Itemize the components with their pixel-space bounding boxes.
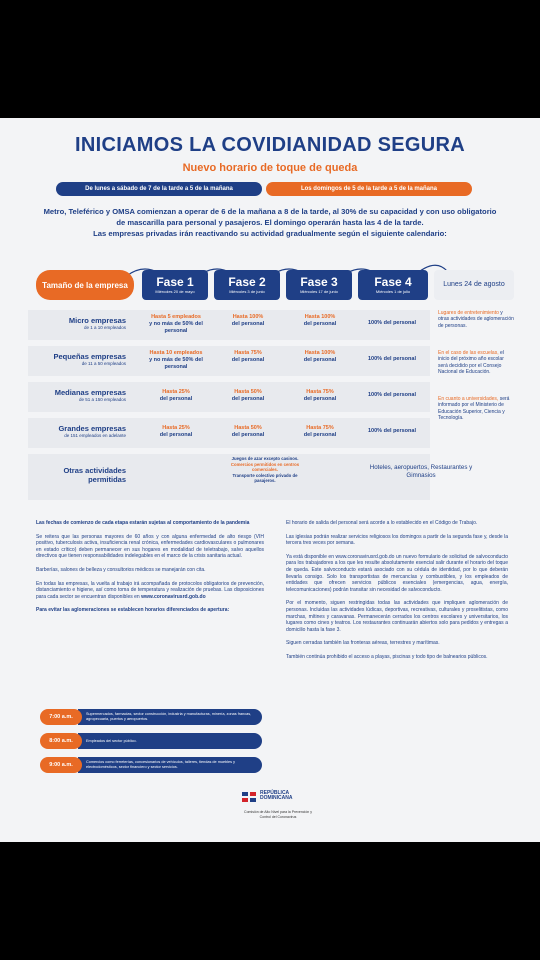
cell-text: del personal bbox=[303, 321, 337, 327]
paragraph bbox=[36, 581, 264, 601]
cell-phase-2 bbox=[210, 389, 286, 403]
row-label bbox=[34, 352, 126, 367]
side-note-highlight: En cuanto a universidades, bbox=[438, 396, 499, 402]
paragraph: Las fechas de comienzo de cada etapa estarán sujetas al comportamiento de la pandemia bbox=[36, 520, 250, 526]
row-name: Micro empresas bbox=[68, 316, 126, 325]
cell-phase-2 bbox=[210, 314, 286, 328]
row-name: Medianas empresas bbox=[54, 388, 126, 397]
schedule-desc: Empleados del sector público. bbox=[78, 733, 262, 749]
side-note-universities bbox=[438, 396, 514, 422]
row-sub: de 151 empleados en adelante bbox=[64, 433, 126, 438]
header-final-date bbox=[434, 270, 514, 300]
cell-highlight: Hasta 100% bbox=[304, 314, 336, 320]
row-sub: de 11 a 50 empleados bbox=[81, 361, 126, 366]
schedule-desc: Supermercados, farmacias, sector construcción, industria y manufacturas, minería, zonas francas, agropecuaria, puertos y aeropuertos. bbox=[78, 709, 262, 725]
row-sub: de 1 a 10 empleados bbox=[83, 325, 126, 330]
cell-phase-3 bbox=[282, 389, 358, 403]
page-subtitle: Nuevo horario de toque de queda bbox=[182, 162, 358, 174]
table-row bbox=[28, 418, 430, 448]
table-row bbox=[28, 310, 430, 340]
cell-text: 100% del personal bbox=[368, 392, 416, 398]
header-company-size bbox=[36, 270, 134, 300]
cell-text: y no más de 50% del personal bbox=[149, 321, 203, 334]
side-note-highlight: En el caso de las escuelas, bbox=[438, 350, 499, 356]
intro-text bbox=[40, 206, 500, 239]
cell-phase-2 bbox=[210, 350, 286, 364]
phase-1-name: Fase 1 bbox=[156, 274, 194, 289]
cell-highlight: Hasta 5 empleados bbox=[151, 314, 201, 320]
right-column bbox=[286, 520, 508, 668]
cell-highlight: Hasta 25% bbox=[162, 389, 190, 395]
table-row bbox=[28, 382, 430, 412]
row-label bbox=[34, 316, 126, 331]
poster bbox=[0, 118, 540, 842]
phase-2-name: Fase 2 bbox=[228, 274, 266, 289]
page-title: INICIAMOS LA COVIDIANIDAD SEGURA bbox=[75, 134, 465, 156]
intro-line-1: Metro, Teleférico y OMSA comienzan a operar de 6 de la mañana a 8 de la tarde, al 30% de su capacidad y con uso obligatorio de mascarilla para personal y pasajeros. El domingo operarán hasta las 4 de la tarde. bbox=[43, 207, 497, 227]
sunday-curfew-pill: Los domingos de 5 de la tarde a 5 de la mañana bbox=[266, 182, 472, 196]
cell-phase-1 bbox=[138, 389, 214, 403]
paragraph: Siguen cerradas también las fronteras aéreas, terrestres y marítimas. bbox=[286, 640, 440, 647]
paragraph: Ya está disponible en www.coronavirusrd.gob.do un nuevo formulario de solicitud de salvoconducto para los trabajadores a los que les resulte absolutamente esencial salir durante el horario del toque de queda. Este salvoconducto estará asociado con su cédula de identidad, por lo que deberán llevarla consigo. Solo los transportistas de mercancías y combustibles, y los empleados de entidades que ofrecen servicios públicos esenciales (emergencias, agua, energía, telecomunicaciones) podrán transitar sin necesidad de salvoconducto. bbox=[286, 553, 508, 593]
cell-highlight: Hasta 100% bbox=[232, 314, 264, 320]
paragraph: El horario de salida del personal será acorde a lo establecido en el Código de Trabajo. bbox=[286, 520, 478, 526]
logo-name: REPÚBLICA DOMINICANA bbox=[260, 790, 293, 802]
cell-phase-2 bbox=[210, 425, 286, 439]
phase-4-date: Miércoles 1 de julio bbox=[375, 288, 411, 294]
other-activities-phase-2 bbox=[224, 456, 306, 484]
cell-text: del personal bbox=[159, 396, 193, 402]
phase-3-name: Fase 3 bbox=[300, 274, 338, 289]
cell-highlight: Hasta 50% bbox=[234, 389, 262, 395]
paragraph-text: En todas las empresas, la vuelta al trabajo irá acompañada de protocolos obligatorios de prevención, distanciamiento e higiene, así como toma de temperatura y realización de pruebas. Las disposiciones para cada sector se encuentran disponibles en bbox=[36, 580, 264, 600]
paragraph: Por el momento, siguen restringidas todas las actividades que impliquen aglomeración de personas. Incluidas las actividades lúdicas, deportivas, recreativas, culturales y proselitistas, como marchas, mítines y caravanas. Permanecerán cerrados los centros escolares y universitarios, los lugares como cines y teatros. Los restaurantes continuarán abiertos solo para pedidos y entregas a domicilio hasta la fase 3. bbox=[286, 600, 508, 633]
header-phase-4 bbox=[358, 270, 428, 300]
schedule-item bbox=[40, 756, 260, 774]
row-sub: de 51 a 150 empleados bbox=[78, 397, 126, 402]
row-label bbox=[34, 388, 126, 403]
other-activities-phase-4: Hoteles, aeropuertos, Restaurantes y Gimnasios bbox=[369, 464, 473, 479]
cell-highlight: Hasta 50% bbox=[234, 425, 262, 431]
bottom-black-bar bbox=[0, 842, 540, 960]
cell-highlight: Hasta 100% bbox=[304, 350, 336, 356]
paragraph: Las iglesias podrán realizar servicios religiosos los domingos a partir de la segunda fase y, desde la tercera tres veces por semana. bbox=[286, 533, 508, 547]
cell-text: del personal bbox=[231, 357, 265, 363]
logo-text: Comisión de Alto Nivel para la Prevención y Control del Coronavirus bbox=[244, 810, 312, 819]
paragraph: Se reitera que las personas mayores de 60 años y con alguna enfermedad de alto riesgo (VIH positivo, tuberculosis activa, insuficiencia renal crónica, enfermedades cardiovasculares o pulmonares en estado crítico) deben permanecer en sus hogares en modalidad de teletrabajo, salvo aquellos directivos que tienen responsabilidades indelegables en el marco de la crisis sanitaria actual. bbox=[36, 533, 264, 560]
cell-text: y no más de 50% del personal bbox=[149, 357, 203, 370]
other-activity-text: Transporte colectivo privado de pasajeros. bbox=[232, 472, 298, 484]
cell-text: del personal bbox=[303, 396, 337, 402]
side-note-text: y otras actividades de aglomeración de personas. bbox=[438, 310, 514, 329]
schedule-time: 7:00 a.m. bbox=[40, 709, 82, 725]
phase-2-date: Miércoles 3 de junio bbox=[229, 288, 265, 294]
cell-phase-3 bbox=[282, 350, 358, 364]
cell-highlight: Hasta 75% bbox=[306, 425, 334, 431]
paragraph: Barberías, salones de belleza y consultorios médicos se manejarán con cita. bbox=[36, 566, 206, 573]
header-phase-1 bbox=[142, 270, 208, 300]
side-note-text: será informado por el Ministerio de Educación Superior, Ciencia y Tecnología. bbox=[438, 396, 510, 422]
phase-4-name: Fase 4 bbox=[374, 274, 412, 289]
side-note-entertainment bbox=[438, 310, 514, 329]
paragraph: Para evitar las aglomeraciones se establecen horarios diferenciados de apertura: bbox=[36, 607, 230, 614]
government-logo bbox=[238, 792, 318, 832]
other-activities-label: Otras actividades permitidas bbox=[63, 466, 126, 484]
schedule-time: 9:00 a.m. bbox=[40, 757, 82, 773]
phase-1-date: Miércoles 20 de mayo bbox=[155, 288, 195, 294]
cell-text: del personal bbox=[231, 432, 265, 438]
row-name: Pequeñas empresas bbox=[53, 352, 126, 361]
top-black-bar bbox=[0, 0, 540, 118]
table-row bbox=[28, 346, 430, 376]
side-note-text: el inicio del próximo año escolar será decidido por el Consejo Nacional de Educación. bbox=[438, 350, 504, 376]
cell-highlight: Hasta 10 empleados bbox=[149, 350, 203, 356]
schedule-desc: Comercios como ferreterías, concesionarios de vehículos, talleres, tiendas de muebles y electrodomésticos, sector financiero y sector servicios. bbox=[78, 757, 262, 773]
row-name: Grandes empresas bbox=[58, 424, 126, 433]
cell-phase-4 bbox=[354, 392, 430, 399]
cell-text: del personal bbox=[231, 396, 265, 402]
row-label bbox=[34, 424, 126, 439]
other-activity-text: Juegos de azar excepto casinos. bbox=[231, 456, 299, 461]
cell-phase-1 bbox=[138, 350, 214, 371]
cell-text: 100% del personal bbox=[368, 428, 416, 434]
cell-highlight: Hasta 75% bbox=[234, 350, 262, 356]
cell-text: 100% del personal bbox=[368, 320, 416, 326]
cell-text: 100% del personal bbox=[368, 356, 416, 362]
header-phase-3 bbox=[286, 270, 352, 300]
left-column bbox=[36, 520, 264, 621]
schedule-item bbox=[40, 708, 260, 726]
cell-phase-4 bbox=[354, 428, 430, 435]
schedule-item bbox=[40, 732, 260, 750]
other-activity-highlight: Comercios permitidos en centros comerciales. bbox=[230, 461, 300, 473]
final-date-label: Lunes 24 de agosto bbox=[443, 281, 505, 288]
cell-highlight: Hasta 75% bbox=[306, 389, 334, 395]
schedule-time: 8:00 a.m. bbox=[40, 733, 82, 749]
cell-phase-3 bbox=[282, 314, 358, 328]
cell-phase-1 bbox=[138, 425, 214, 439]
cell-highlight: Hasta 25% bbox=[162, 425, 190, 431]
cell-phase-4 bbox=[354, 320, 430, 327]
website-link[interactable]: www.coronavirusrd.gob.do bbox=[141, 593, 206, 600]
flag-icon bbox=[242, 792, 256, 802]
cell-text: del personal bbox=[303, 357, 337, 363]
cell-text: del personal bbox=[231, 321, 265, 327]
header-company-size-label: Tamaño de la empresa bbox=[42, 280, 128, 290]
intro-line-2: Las empresas privadas irán reactivando su actividad gradualmente según el siguiente calendario: bbox=[93, 229, 447, 238]
cell-phase-1 bbox=[138, 314, 214, 335]
weekday-curfew-pill: De lunes a sábado de 7 de la tarde a 5 de la mañana bbox=[56, 182, 262, 196]
cell-phase-3 bbox=[282, 425, 358, 439]
cell-phase-4 bbox=[354, 356, 430, 363]
cell-text: del personal bbox=[303, 432, 337, 438]
cell-text: del personal bbox=[159, 432, 193, 438]
other-activities-row bbox=[28, 454, 473, 500]
header-phase-2 bbox=[214, 270, 280, 300]
side-note-highlight: Lugares de entretenimiento bbox=[438, 310, 499, 316]
phase-3-date: Miércoles 17 de junio bbox=[300, 288, 338, 294]
paragraph: También continúa prohibido el acceso a playas, piscinas y todo tipo de balnearios públicos. bbox=[286, 653, 488, 660]
side-note-schools bbox=[438, 350, 514, 376]
